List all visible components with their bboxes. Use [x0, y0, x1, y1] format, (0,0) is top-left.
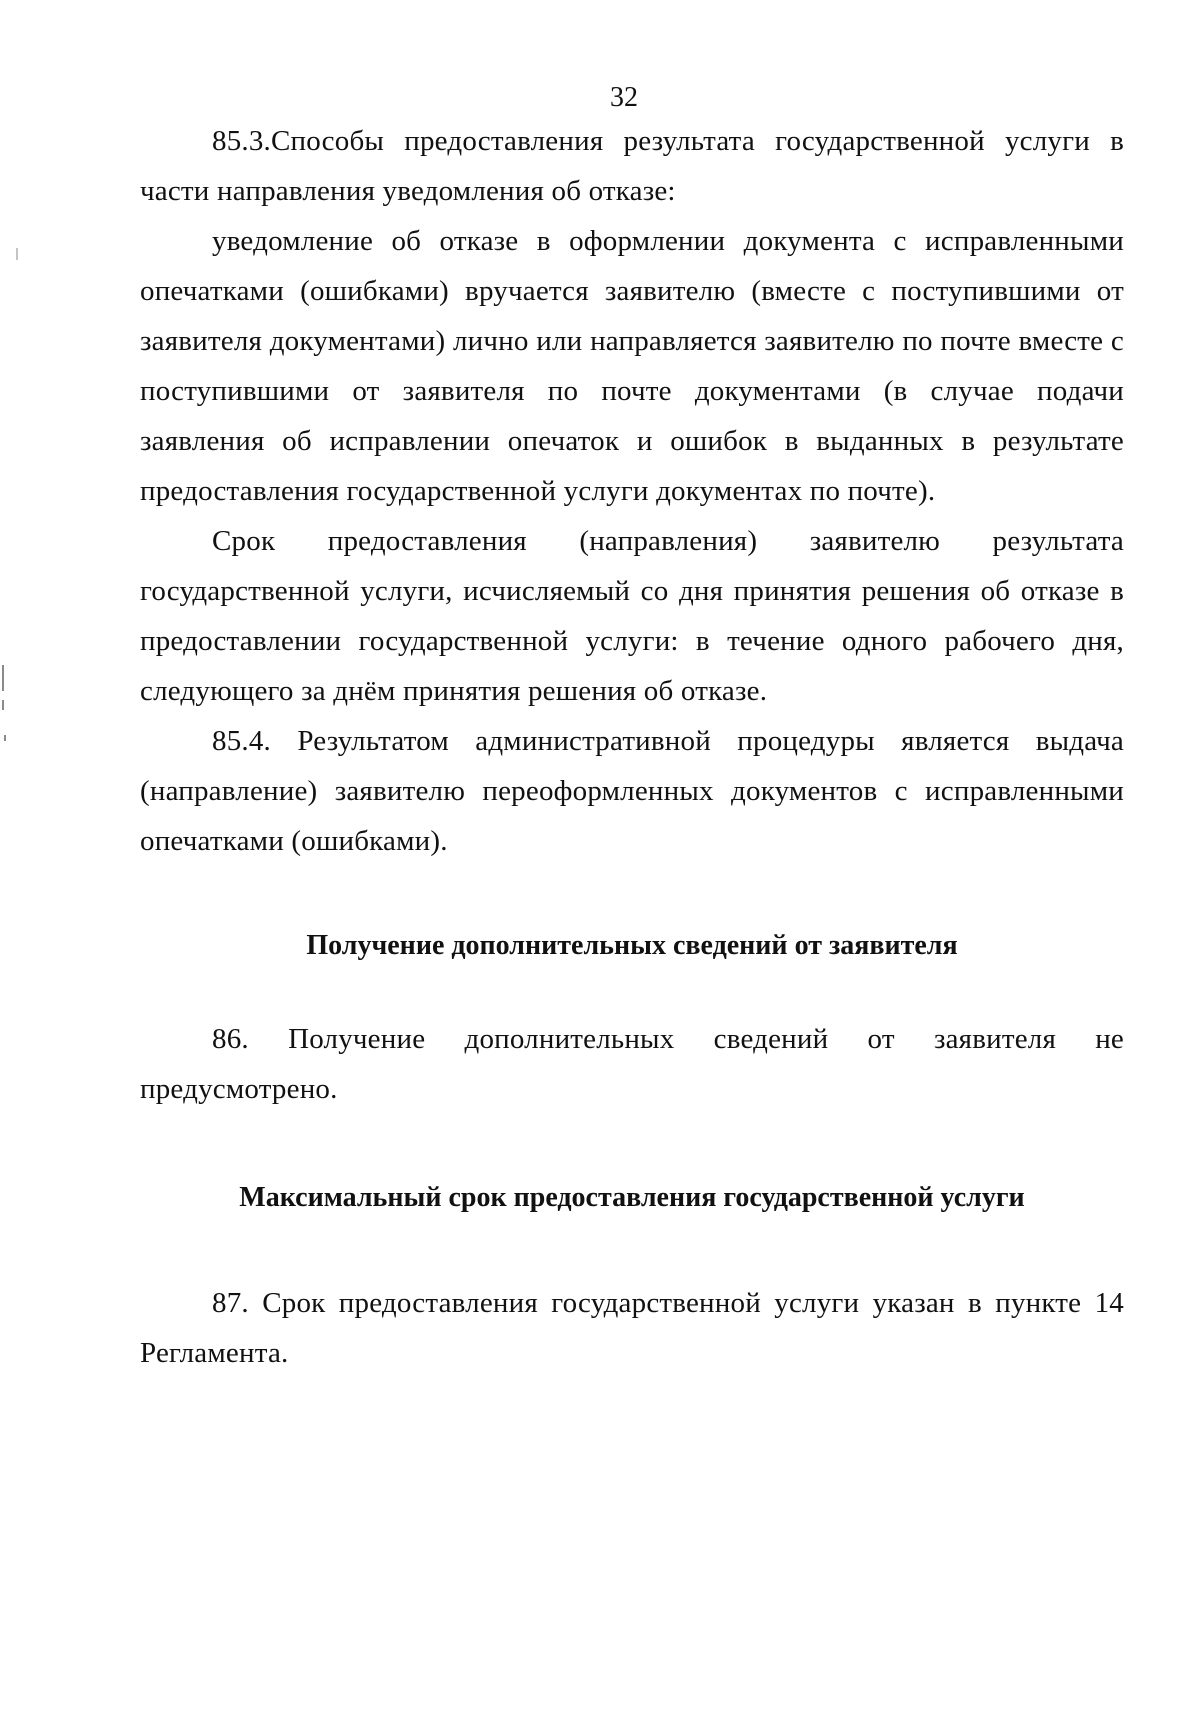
paragraph-87: 87. Срок предоставления государственной услуги указан в пункте 14 Регламента. [140, 1287, 1124, 1369]
page-number: 32 [610, 82, 638, 113]
paragraph-86: 86. Получение дополнительных сведений от заявителя не предусмотрено. [140, 1023, 1124, 1105]
scan-artifact [16, 248, 18, 260]
section-heading-additional-info: Получение дополнительных сведений от заявителя [306, 930, 958, 961]
document-body [140, 116, 1124, 1378]
scan-artifact [2, 700, 4, 710]
scan-artifact [4, 735, 6, 741]
section-heading-max-term: Максимальный срок предоставления государственной услуги [239, 1182, 1025, 1213]
paragraph-85-4: 85.4. Результатом административной процедуры является выдача (направление) заявителю переоформленных документов с исправленными опечатками (ошибками). [140, 725, 1124, 857]
paragraph-85-3: 85.3.Способы предоставления результата государственной услуги в части направления уведомления об отказе: [140, 125, 1124, 207]
paragraph-refusal-term: Срок предоставления (направления) заявителю результата государственной услуги, исчисляемый со дня принятия решения об отказе в предоставлении государственной услуги: в течение одного рабочего дня, следующего за днём принятия решения об отказе. [140, 525, 1124, 707]
paragraph-refusal-notice: уведомление об отказе в оформлении документа с исправленными опечатками (ошибками) вручается заявителю (вместе с поступившими от заявителя документами) лично или направляется заявителю по почте вместе с поступившими от заявителя по почте документами (в случае подачи заявления об исправлении опечаток и ошибок в выданных в результате предоставления государственной услуги документах по почте). [140, 225, 1124, 507]
scan-artifact [2, 665, 4, 691]
